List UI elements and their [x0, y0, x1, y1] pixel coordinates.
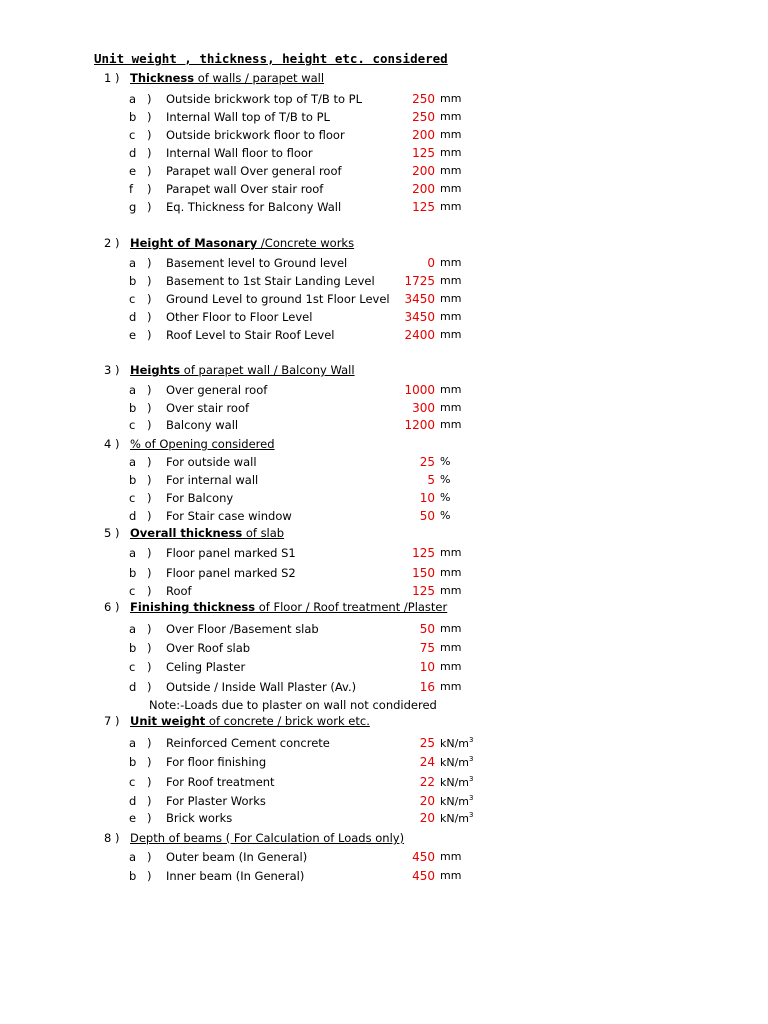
item-unit-superscript: 3: [469, 811, 474, 819]
item-unit-text: mm: [440, 128, 462, 141]
item-letter: a: [129, 455, 137, 469]
item-paren: ): [147, 310, 152, 324]
item-description: For Roof treatment: [166, 775, 275, 789]
item-unit: [440, 310, 461, 323]
item-letter: c: [129, 775, 136, 789]
item-description: Basement to 1st Stair Landing Level: [166, 274, 375, 288]
item-unit-text: mm: [440, 256, 462, 269]
item-paren: ): [147, 509, 152, 523]
item-value: 125: [412, 584, 435, 598]
item-paren: ): [147, 128, 152, 142]
item-unit-text: mm: [440, 850, 462, 863]
section-heading-bold: Finishing thickness: [130, 600, 256, 614]
item-letter: g: [129, 200, 137, 214]
item-value: 125: [412, 146, 435, 160]
section-heading-text: Depth of beams ( For Calculation of Loads only): [130, 831, 405, 845]
item-unit: [440, 473, 450, 486]
item-unit: [440, 584, 461, 597]
item-description: Balcony wall: [166, 418, 239, 432]
item-unit: [440, 92, 461, 105]
item-unit-text: mm: [440, 274, 462, 287]
item-letter: b: [129, 641, 137, 655]
item-description: Brick works: [166, 811, 233, 825]
item-unit-text: %: [440, 491, 451, 504]
item-value: 1000: [404, 383, 435, 397]
section-heading-text: % of Opening considered: [130, 437, 275, 451]
item-paren: ): [147, 401, 152, 415]
section-heading: [130, 363, 355, 377]
item-letter: e: [129, 328, 137, 342]
section-number: 5 ): [104, 526, 120, 540]
item-value: 200: [412, 128, 435, 142]
item-paren: ): [147, 641, 152, 655]
item-unit: [440, 182, 461, 195]
item-description: Over stair roof: [166, 401, 250, 415]
item-unit: [440, 164, 461, 177]
item-letter: a: [129, 256, 137, 270]
item-value: 5: [427, 473, 435, 487]
item-unit: [440, 736, 474, 750]
item-value: 20: [419, 811, 435, 825]
section-heading-bold: Heights: [130, 363, 181, 377]
item-unit-text: mm: [440, 110, 462, 123]
item-unit: [440, 418, 461, 431]
item-paren: ): [147, 328, 152, 342]
item-description: Over Roof slab: [166, 641, 251, 655]
item-letter: c: [129, 418, 136, 432]
item-letter: a: [129, 383, 137, 397]
item-unit-superscript: 3: [469, 736, 474, 744]
item-letter: b: [129, 110, 137, 124]
item-unit: [440, 755, 474, 769]
item-letter: c: [129, 292, 136, 306]
item-letter: a: [129, 622, 137, 636]
item-paren: ): [147, 164, 152, 178]
item-value: 200: [412, 164, 435, 178]
item-unit-text: mm: [440, 200, 462, 213]
item-paren: ): [147, 292, 152, 306]
item-unit-text: %: [440, 473, 451, 486]
item-paren: ): [147, 584, 152, 598]
item-description: Celing Plaster: [166, 660, 246, 674]
item-value: 300: [412, 401, 435, 415]
item-unit: [440, 200, 461, 213]
section-number: 4 ): [104, 437, 120, 451]
item-letter: a: [129, 92, 137, 106]
item-unit: [440, 110, 461, 123]
item-paren: ): [147, 869, 152, 883]
item-unit: [440, 660, 461, 673]
item-letter: d: [129, 509, 137, 523]
item-letter: a: [129, 736, 137, 750]
section-heading: [130, 71, 324, 85]
item-unit-text: mm: [440, 401, 462, 414]
item-paren: ): [147, 110, 152, 124]
item-paren: ): [147, 383, 152, 397]
item-paren: ): [147, 811, 152, 825]
section-number: 8 ): [104, 831, 120, 845]
item-value: 25: [419, 455, 435, 469]
item-description: Reinforced Cement concrete: [166, 736, 330, 750]
section-heading: [130, 526, 284, 540]
item-unit: [440, 546, 461, 559]
item-value: 10: [419, 491, 435, 505]
item-letter: b: [129, 755, 137, 769]
item-unit-text: mm: [440, 680, 462, 693]
item-description: Parapet wall Over general roof: [166, 164, 342, 178]
item-unit-text: mm: [440, 182, 462, 195]
section-note: Note:-Loads due to plaster on wall not condidered: [149, 698, 437, 712]
item-description: Basement level to Ground level: [166, 256, 348, 270]
item-description: Eq. Thickness for Balcony Wall: [166, 200, 342, 214]
item-unit: [440, 256, 461, 269]
item-unit-superscript: 3: [469, 755, 474, 763]
section-number: 2 ): [104, 236, 120, 250]
section-number: 3 ): [104, 363, 120, 377]
section-heading-text: of Floor / Roof treatment /Plaster: [255, 600, 448, 614]
item-letter: d: [129, 794, 137, 808]
item-unit: [440, 680, 461, 693]
section-heading: [130, 437, 275, 451]
item-value: 20: [419, 794, 435, 808]
item-value: 24: [419, 755, 435, 769]
item-letter: d: [129, 146, 137, 160]
item-value: 1200: [404, 418, 435, 432]
item-letter: e: [129, 164, 137, 178]
section-heading-bold: Overall thickness: [130, 526, 243, 540]
item-unit-text: mm: [440, 328, 462, 341]
section-heading-bold: Unit weight: [130, 714, 206, 728]
item-unit-text: mm: [440, 164, 462, 177]
item-unit: [440, 794, 474, 808]
item-value: 250: [412, 92, 435, 106]
item-letter: b: [129, 473, 137, 487]
item-paren: ): [147, 491, 152, 505]
item-unit-text: kN/m: [440, 812, 470, 825]
item-paren: ): [147, 566, 152, 580]
item-description: For Stair case window: [166, 509, 292, 523]
item-paren: ): [147, 622, 152, 636]
item-paren: ): [147, 274, 152, 288]
item-letter: f: [129, 182, 134, 196]
section-heading-bold: Thickness: [130, 71, 195, 85]
item-unit-text: mm: [440, 584, 462, 597]
item-description: Outside brickwork top of T/B to PL: [166, 92, 362, 106]
item-paren: ): [147, 755, 152, 769]
item-unit: [440, 146, 461, 159]
item-unit: [440, 869, 461, 882]
item-letter: c: [129, 491, 136, 505]
item-paren: ): [147, 794, 152, 808]
item-paren: ): [147, 418, 152, 432]
item-unit-text: mm: [440, 622, 462, 635]
item-description: Outside / Inside Wall Plaster (Av.): [166, 680, 357, 694]
item-letter: c: [129, 584, 136, 598]
item-paren: ): [147, 200, 152, 214]
item-unit: [440, 775, 474, 789]
item-letter: c: [129, 660, 136, 674]
item-unit-text: kN/m: [440, 795, 470, 808]
item-description: Ground Level to ground 1st Floor Level: [166, 292, 390, 306]
item-unit: [440, 491, 450, 504]
item-value: 2400: [404, 328, 435, 342]
item-paren: ): [147, 473, 152, 487]
section-heading: [130, 236, 354, 250]
item-unit: [440, 128, 461, 141]
item-letter: d: [129, 310, 137, 324]
item-letter: c: [129, 128, 136, 142]
item-paren: ): [147, 146, 152, 160]
item-description: Floor panel marked S1: [166, 546, 296, 560]
item-paren: ): [147, 775, 152, 789]
item-unit-text: kN/m: [440, 776, 470, 789]
item-paren: ): [147, 736, 152, 750]
item-unit-superscript: 3: [469, 775, 474, 783]
item-letter: b: [129, 566, 137, 580]
item-value: 10: [419, 660, 435, 674]
item-unit: [440, 401, 461, 414]
item-value: 1725: [404, 274, 435, 288]
item-description: Internal Wall top of T/B to PL: [166, 110, 330, 124]
item-unit: [440, 509, 450, 522]
section-heading: [130, 714, 370, 728]
item-unit: [440, 850, 461, 863]
item-unit: [440, 455, 450, 468]
item-unit-text: mm: [440, 418, 462, 431]
item-unit-text: %: [440, 509, 451, 522]
item-paren: ): [147, 546, 152, 560]
item-unit: [440, 622, 461, 635]
item-value: 75: [419, 641, 435, 655]
item-unit-text: kN/m: [440, 737, 470, 750]
item-letter: d: [129, 680, 137, 694]
item-paren: ): [147, 680, 152, 694]
item-value: 150: [412, 566, 435, 580]
section-number: 1 ): [104, 71, 120, 85]
item-description: For internal wall: [166, 473, 259, 487]
item-value: 200: [412, 182, 435, 196]
item-letter: e: [129, 811, 137, 825]
item-description: For Plaster Works: [166, 794, 266, 808]
section-number: 7 ): [104, 714, 120, 728]
item-paren: ): [147, 92, 152, 106]
item-value: 16: [419, 680, 435, 694]
item-unit-text: kN/m: [440, 756, 470, 769]
item-unit-text: mm: [440, 660, 462, 673]
item-description: For outside wall: [166, 455, 257, 469]
section-heading-text: of slab: [242, 526, 285, 540]
item-description: Internal Wall floor to floor: [166, 146, 313, 160]
item-letter: b: [129, 274, 137, 288]
item-unit-text: mm: [440, 641, 462, 654]
item-letter: b: [129, 401, 137, 415]
page-title: Unit weight , thickness, height etc. considered: [94, 51, 448, 66]
item-description: For Balcony: [166, 491, 234, 505]
item-value: 450: [412, 869, 435, 883]
item-unit: [440, 383, 461, 396]
item-paren: ): [147, 455, 152, 469]
item-description: Roof Level to Stair Roof Level: [166, 328, 335, 342]
section-heading: [130, 600, 447, 614]
item-value: 25: [419, 736, 435, 750]
item-paren: ): [147, 850, 152, 864]
item-description: Outside brickwork floor to floor: [166, 128, 345, 142]
item-value: 22: [419, 775, 435, 789]
item-paren: ): [147, 182, 152, 196]
item-unit-superscript: 3: [469, 794, 474, 802]
item-unit-text: mm: [440, 546, 462, 559]
section-heading: [130, 831, 404, 845]
item-value: 3450: [404, 292, 435, 306]
item-description: Other Floor to Floor Level: [166, 310, 313, 324]
section-heading-text: /Concrete works: [257, 236, 355, 250]
section-heading-text: of concrete / brick work etc.: [205, 714, 370, 728]
section-heading-text: of parapet wall / Balcony Wall: [180, 363, 355, 377]
item-description: Floor panel marked S2: [166, 566, 296, 580]
item-description: For floor finishing: [166, 755, 267, 769]
section-heading-text: of walls / parapet wall: [194, 71, 325, 85]
item-letter: a: [129, 546, 137, 560]
item-unit-text: mm: [440, 566, 462, 579]
item-paren: ): [147, 660, 152, 674]
item-unit: [440, 328, 461, 341]
item-value: 125: [412, 546, 435, 560]
item-unit-text: mm: [440, 383, 462, 396]
item-description: Outer beam (In General): [166, 850, 308, 864]
section-number: 6 ): [104, 600, 120, 614]
item-unit: [440, 641, 461, 654]
item-unit-text: mm: [440, 310, 462, 323]
item-paren: ): [147, 256, 152, 270]
item-unit-text: %: [440, 455, 451, 468]
item-unit: [440, 292, 461, 305]
item-unit-text: mm: [440, 92, 462, 105]
item-letter: a: [129, 850, 137, 864]
item-value: 450: [412, 850, 435, 864]
item-value: 125: [412, 200, 435, 214]
item-description: Inner beam (In General): [166, 869, 305, 883]
item-value: 50: [419, 622, 435, 636]
item-unit-text: mm: [440, 146, 462, 159]
section-heading-bold: Height of Masonary: [130, 236, 258, 250]
item-value: 3450: [404, 310, 435, 324]
item-value: 50: [419, 509, 435, 523]
item-description: Over Floor /Basement slab: [166, 622, 319, 636]
item-unit-text: mm: [440, 869, 462, 882]
item-unit: [440, 274, 461, 287]
item-value: 0: [427, 256, 435, 270]
item-description: Over general roof: [166, 383, 268, 397]
item-unit-text: mm: [440, 292, 462, 305]
item-description: Roof: [166, 584, 192, 598]
item-value: 250: [412, 110, 435, 124]
item-unit: [440, 811, 474, 825]
item-letter: b: [129, 869, 137, 883]
item-description: Parapet wall Over stair roof: [166, 182, 324, 196]
item-unit: [440, 566, 461, 579]
